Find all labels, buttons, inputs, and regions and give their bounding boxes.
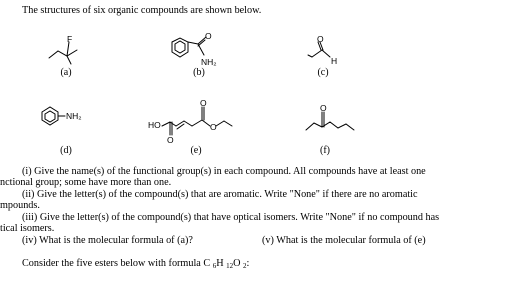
- formula-c-subscript: 6: [212, 262, 217, 270]
- label-c: (c): [317, 67, 329, 78]
- formula-colon: :: [246, 258, 250, 269]
- atom-oxygen-e2: O: [200, 98, 207, 108]
- atom-oxygen-c: O: [317, 34, 324, 44]
- atom-amine-d: NH₂: [66, 111, 82, 121]
- atom-amine-b: NH₂: [201, 57, 217, 67]
- formula-o-subscript: 2: [243, 262, 247, 270]
- question-3-line-2: tical isomers.: [0, 223, 55, 234]
- question-2-line-1: (ii) Give the letter(s) of the compound(s) that are aromatic. Write "None" if there are no aromatic: [22, 189, 418, 200]
- question-1-line-2: nctional group; some have more than one.: [0, 177, 172, 188]
- structure-f: [306, 112, 354, 130]
- structure-c: [308, 42, 330, 57]
- label-d: (d): [60, 145, 72, 156]
- structure-d: [42, 107, 65, 125]
- structure-e: [162, 107, 232, 135]
- question-3-line-1: (iii) Give the letter(s) of the compound(s) that have optical isomers. Write "None" if no compound has: [22, 212, 440, 223]
- question-4: (iv) What is the molecular formula of (a)?: [22, 235, 193, 246]
- question-1-line-1: (i) Give the name(s) of the functional group(s) in each compound. All compounds have at least one: [22, 166, 426, 177]
- label-b: (b): [193, 67, 205, 78]
- atom-hydrogen-c: H: [331, 56, 338, 66]
- label-e: (e): [190, 145, 202, 156]
- formula-hydrogen: H: [216, 258, 224, 269]
- structure-b: [172, 37, 206, 57]
- structure-a: [49, 42, 77, 64]
- question-5: (v) What is the molecular formula of (e): [262, 235, 426, 246]
- atom-oxygen-e1: O: [167, 135, 174, 145]
- formula-h-subscript: 12: [226, 262, 234, 270]
- formula-oxygen: O: [233, 258, 241, 269]
- label-f: (f): [320, 145, 330, 156]
- esters-prefix: Consider the five esters below with formula C: [22, 258, 211, 269]
- atom-oxygen-e3: O: [210, 122, 217, 132]
- atom-hydroxyl-e: HO: [148, 120, 161, 130]
- question-2-line-2: mpounds.: [0, 200, 40, 211]
- intro-text: The structures of six organic compounds are shown below.: [22, 5, 262, 16]
- atom-fluorine: F: [67, 34, 73, 44]
- label-a: (a): [60, 67, 72, 78]
- atom-oxygen-f: O: [320, 103, 327, 113]
- atom-oxygen-b: O: [205, 31, 212, 41]
- esters-intro: [22, 258, 249, 272]
